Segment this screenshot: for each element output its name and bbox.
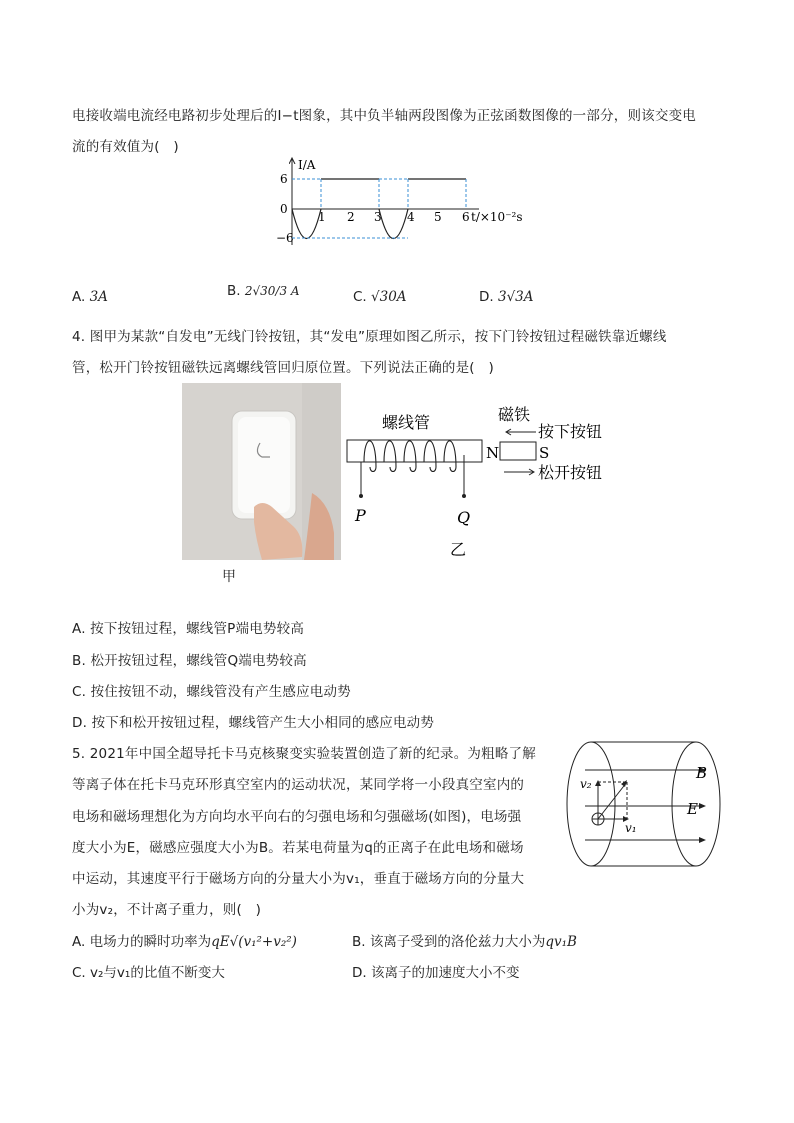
magnet-label: 磁铁: [498, 405, 531, 424]
x-tick-3: 3: [374, 210, 382, 224]
y-tick-0: 0: [280, 202, 288, 216]
q4-stem-line2: 管，松开门铃按钮磁铁远离螺线管回归原位置。下列说法正确的是( ): [72, 360, 494, 376]
q5-option-d[interactable]: D. 该离子的加速度大小不变: [352, 965, 520, 981]
caption-yi: 乙: [450, 540, 467, 559]
magnet: [500, 442, 536, 460]
x-tick-2: 2: [347, 210, 355, 224]
y-tick-neg6: −6: [276, 231, 294, 245]
solenoid-label: 螺线管: [382, 413, 431, 432]
q3-option-b-value: 2√30/3 A: [244, 284, 300, 298]
x-tick-6: 6: [462, 210, 470, 224]
q5-stem-line4: 度大小为E，磁感应强度大小为B。若某电荷量为q的正离子在此电场和磁场: [72, 840, 524, 856]
q4-option-b[interactable]: B. 松开按钮过程，螺线管Q端电势较高: [72, 653, 307, 669]
q4-option-d[interactable]: D. 按下和松开按钮过程，螺线管产生大小相同的感应电动势: [72, 715, 435, 731]
pole-n: N: [486, 444, 500, 462]
label-v2: v₂: [580, 777, 592, 791]
q5-option-b[interactable]: B. 该离子受到的洛伦兹力大小为qv₁B: [352, 934, 577, 950]
x-tick-1: 1: [318, 210, 326, 224]
doorbell-photo: [182, 383, 341, 560]
y-tick-6: 6: [280, 172, 288, 186]
release-label: 松开按钮: [538, 463, 603, 482]
q5-option-c[interactable]: C. v₂与v₁的比值不断变大: [72, 965, 225, 981]
q5-stem-line3: 电场和磁场理想化为方向均水平向右的匀强电场和匀强磁场(如图)，电场强: [72, 809, 522, 825]
label-e: E: [687, 800, 698, 818]
caption-jia: 甲: [222, 569, 236, 585]
pole-s: S: [539, 444, 550, 462]
x-axis-label: t/×10⁻²s: [471, 210, 523, 224]
neg-sine-1: [292, 209, 321, 239]
label-b: B: [696, 764, 708, 782]
q5-option-a[interactable]: A. 电场力的瞬时功率为qE√(v₁²+v₂²): [72, 934, 297, 950]
q4-option-c[interactable]: C. 按住按钮不动，螺线管没有产生感应电动势: [72, 684, 351, 700]
neg-sine-2: [379, 209, 408, 239]
press-label: 按下按钮: [538, 422, 603, 441]
x-tick-5: 5: [434, 210, 442, 224]
x-tick-4: 4: [407, 210, 415, 224]
q3-option-b[interactable]: B. 2√30/3 A: [227, 283, 300, 299]
field-cylinder-diagram: [563, 738, 733, 876]
q5-stem-line1: 5. 2021年中国全超导托卡马克核聚变实验装置创造了新的纪录。为粗略了解: [72, 746, 536, 762]
q4-stem-line1: 4. 图甲为某款“自发电”无线门铃按钮，其“发电”原理如图乙所示，按下门铃按钮过程磁铁靠近螺线: [72, 329, 667, 345]
q3-option-a[interactable]: A. 3A: [72, 289, 108, 305]
q5-stem-line6: 小为v₂，不计离子重力，则( ): [72, 902, 262, 918]
q3-option-c[interactable]: C. √30A: [353, 289, 407, 305]
terminal-p: P: [355, 506, 366, 525]
q3-it-graph: [274, 150, 544, 250]
label-v1: v₁: [625, 821, 637, 835]
q3-stem-line1: 电接收端电流经电路初步处理后的I−t图象，其中负半轴两段图像为正弦函数图像的一部分，则该交变电: [72, 108, 696, 124]
terminal-q: Q: [457, 508, 471, 527]
y-axis-label: I/A: [298, 158, 316, 172]
q4-option-a[interactable]: A. 按下按钮过程，螺线管P端电势较高: [72, 621, 305, 637]
q3-stem-line2: 流的有效值为( ): [72, 139, 179, 155]
q5-stem-line5: 中运动，其速度平行于磁场方向的分量大小为v₁，垂直于磁场方向的分量大: [72, 871, 525, 887]
q5-stem-line2: 等离子体在托卡马克环形真空室内的运动状况，某同学将一小段真空室内的: [72, 777, 525, 793]
solenoid-diagram: [340, 395, 630, 565]
q3-option-d[interactable]: D. 3√3A: [479, 289, 534, 305]
